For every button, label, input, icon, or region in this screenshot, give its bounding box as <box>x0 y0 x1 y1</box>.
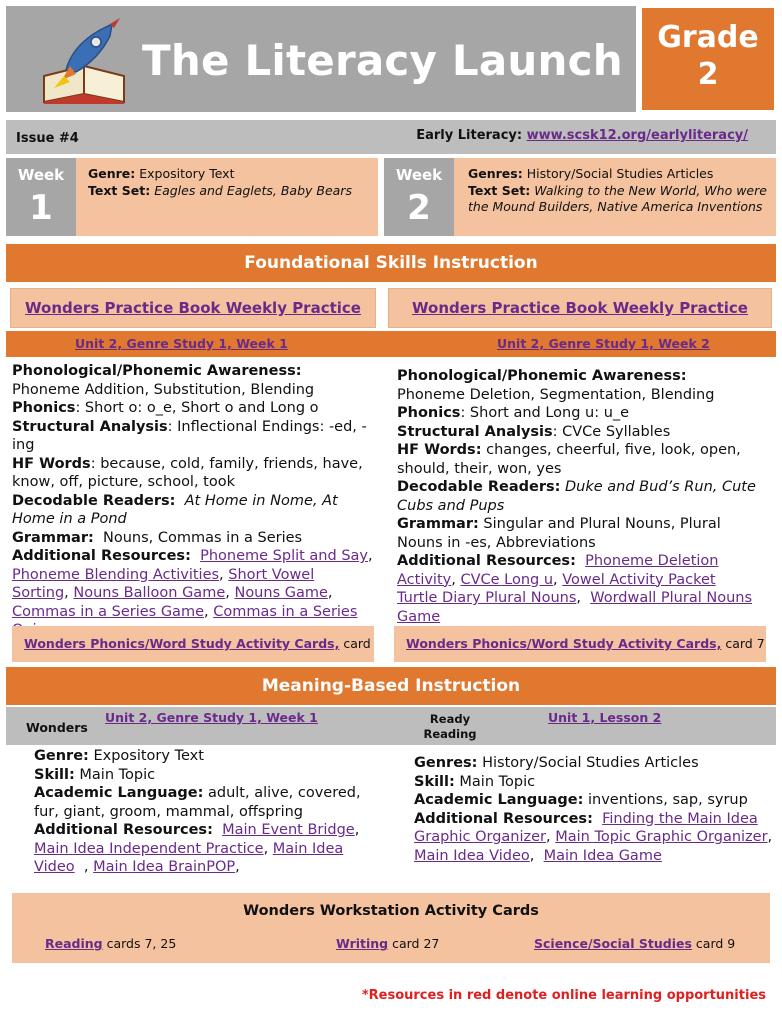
phonics-label: Phonics <box>397 405 461 421</box>
textset-value: Walking to the New World, Who were the Mound Builders, Native America Inventions <box>468 182 767 214</box>
week-1-number-box <box>6 158 76 236</box>
writing-link[interactable]: Writing <box>336 936 389 951</box>
resources-label: Additional Resources: <box>397 553 576 569</box>
meaning-week-1: Genre: Expository Text Skill: Main Topic Academic Language: adult, alive, covered, fur, giant, groom, mammal, offspring Additional Resources: Main Event Bridge, Main Idea Independent Practice, Main Idea Video , Main Idea BrainPOP, <box>34 748 361 875</box>
early-literacy <box>416 128 748 143</box>
resource-link[interactable]: Phoneme Deletion Activity <box>397 553 719 588</box>
genre-label: Genre: <box>88 166 136 181</box>
phonics-label: Phonics <box>12 400 76 416</box>
phonics-cards-week-2 <box>394 626 766 662</box>
grammar-value: Nouns, Commas in a Series <box>103 529 303 546</box>
science-cards: card 9 <box>695 936 736 951</box>
phonics-card-number: card <box>343 636 371 651</box>
sa-label: Structural Analysis <box>397 423 553 440</box>
skill-label: Skill: <box>414 773 455 790</box>
resource-link[interactable]: Vowel Activity Packet <box>562 571 716 588</box>
genre-value: History/Social Studies Articles <box>526 166 714 181</box>
hf-label: HF Words: <box>397 442 482 458</box>
academic-language-value: adult, alive, covered, fur, giant, groom, mammal, offspring <box>34 785 361 820</box>
resource-link[interactable]: CVCe Long u <box>460 571 554 588</box>
pa-value: Phoneme Addition, Substitution, Blending <box>12 381 315 398</box>
meaning-week-2: Genres: History/Social Studies Articles Skill: Main Topic Academic Language: inventions, sap, syrup Additional Resources: Finding the Main Idea Graphic Organizer, Main Topic Graphic Organizer, Main Idea Video, Main Idea Game <box>414 755 773 864</box>
sa-value: : CVCe Syllables <box>552 423 671 440</box>
resource-link[interactable]: Commas in a Series Game <box>12 603 204 620</box>
early-literacy-link[interactable]: www.scsk12.org/earlyliteracy/ <box>526 128 748 143</box>
hf-value: changes, cheerful, five, look, open, should, their, won, yes <box>397 442 741 477</box>
pa-label: Phonological/Phonemic Awareness: <box>12 363 302 379</box>
resource-link[interactable]: Finding the Main Idea Graphic Organizer <box>414 810 758 845</box>
textset-label: Text Set: <box>468 182 531 198</box>
reading-label: Reading <box>423 727 477 741</box>
meaning-unit-link-right[interactable]: Unit 1, Lesson 2 <box>548 710 662 725</box>
week-1-box <box>6 158 378 236</box>
resources-label: Additional Resources: <box>12 548 191 564</box>
practice-book-link-left[interactable]: Wonders Practice Book Weekly Practice <box>25 299 361 317</box>
ready-reading-label <box>422 712 478 742</box>
unit-link-week-2[interactable]: Unit 2, Genre Study 1, Week 2 <box>497 336 710 351</box>
foundational-week-1: Phonological/Phonemic Awareness: Phoneme Addition, Substitution, Blending Phonics: Short o: o_e, Short o and Long o Structural Analysis: Inflectional Endings: -ed, -ing HF Words: because, cold, family, friends, have, know, off, picture, school, took Decodable Readers: At Home in Nome, At Home in a Pond Grammar: Nouns, Commas in a Series Additional Resources: Phoneme Split and Say, Phoneme Blending Activities, Short Vowel Sorting, Nouns Balloon Game, Nouns Game, Commas in a Series Game, Commas in a Series <box>12 362 374 640</box>
phonics-cards-link[interactable]: Wonders Phonics/Word Study Activity Cards, <box>406 636 722 651</box>
grammar-label: Grammar: <box>12 529 94 546</box>
writing-cards: card 27 <box>392 936 440 951</box>
wonders-label: Wonders <box>26 720 88 735</box>
academic-language-label: Academic Language: <box>414 792 584 808</box>
academic-language-value: inventions, sap, syrup <box>588 792 748 808</box>
skill-value: Main Topic <box>459 773 536 790</box>
resource-link[interactable]: Main Event Bridge <box>222 822 355 838</box>
week-2-box <box>384 158 776 236</box>
week-2-number-box <box>384 158 454 236</box>
resource-link[interactable]: Short Vowel Sorting <box>12 566 315 601</box>
week-number: 1 <box>29 188 53 228</box>
genre-label: Genres: <box>414 755 478 771</box>
resource-link[interactable]: Phoneme Blending Activities <box>12 566 220 583</box>
resource-link[interactable]: Nouns Balloon Game <box>73 585 226 601</box>
resources-label: Additional Resources: <box>34 822 213 838</box>
newsletter-title: The Literacy Launch <box>142 36 623 85</box>
dr-label: Decodable Readers: <box>397 479 561 495</box>
grammar-value: Singular and Plural Nouns, Plural Nouns in -es, Abbreviations <box>397 516 721 551</box>
issue-number: Issue #4 <box>16 131 79 146</box>
grade-number: 2 <box>697 57 719 92</box>
dr-label: Decodable Readers: <box>12 492 176 509</box>
week-label: Week <box>395 166 443 184</box>
workstation-writing <box>336 936 439 951</box>
science-social-studies-link[interactable]: Science/Social Studies <box>534 936 692 951</box>
workstation-science <box>534 936 735 951</box>
reading-cards: cards 7, 25 <box>106 936 177 951</box>
foundational-week-2: Phonological/Phonemic Awareness: Phoneme Deletion, Segmentation, Blending Phonics: Short and Long u: u_e Structural Analysis: CVCe Syllables HF Words: changes, cheerful, five, look, open, should, their, won, yes Decodable Readers: Duke and Bud’s Run, Cute Cubs and Pups Grammar: Singular and Plural Nouns, Plural Nouns in -es, Abbreviations Additional Resources: Phoneme Deletion Activity, CVCe Long u, Vowel Activity Packet Turtle Diary Plural Nouns, Wordwall Plural Nouns Game <box>397 368 756 625</box>
practice-book-box-right <box>388 288 772 328</box>
resource-link[interactable]: Main Idea Independent Practice <box>34 840 264 857</box>
week-1-details <box>88 166 370 199</box>
genre-value: Expository Text <box>93 748 204 764</box>
unit-link-week-1[interactable]: Unit 2, Genre Study 1, Week 1 <box>75 336 288 351</box>
meaning-unit-link-left[interactable]: Unit 2, Genre Study 1, Week 1 <box>105 710 318 725</box>
resource-link[interactable]: Wordwall Plural Nouns Game <box>397 590 752 625</box>
early-literacy-label: Early Literacy: <box>416 128 523 143</box>
dr-value: Duke and Bud’s Run, Cute Cubs and Pups <box>397 479 756 514</box>
sa-value: : Inflectional Endings: -ed, -ing <box>12 418 367 453</box>
practice-book-link-right[interactable]: Wonders Practice Book Weekly Practice <box>412 299 748 317</box>
pa-value: Phoneme Deletion, Segmentation, Blending <box>397 386 715 403</box>
resource-link[interactable]: Main Idea Video <box>34 840 344 875</box>
genre-label: Genres: <box>468 166 523 181</box>
hf-value: : because, cold, family, friends, have, know, off, picture, school, took <box>12 455 363 490</box>
genre-label: Genre: <box>34 748 89 764</box>
skill-label: Skill: <box>34 766 75 783</box>
phonics-cards-link[interactable]: Wonders Phonics/Word Study Activity Cards, <box>24 636 340 651</box>
ready-label: Ready <box>429 712 471 726</box>
resource-link[interactable]: Phoneme Split and Say <box>200 548 368 564</box>
resource-link[interactable]: Main Idea Game <box>543 847 662 864</box>
resource-link[interactable]: Main Idea BrainPOP <box>93 859 236 875</box>
academic-language-label: Academic Language: <box>34 785 204 801</box>
grade-label: Grade <box>657 20 759 55</box>
textset-value: Eagles and Eaglets, Baby Bears <box>154 182 352 198</box>
pa-label: Phonological/Phonemic Awareness: <box>397 368 687 384</box>
phonics-value: : Short and Long u: u_e <box>460 405 630 421</box>
week-2-details <box>468 166 768 216</box>
phonics-card-number: card 7 <box>725 636 765 651</box>
genre-value: Expository Text <box>139 166 235 181</box>
phonics-cards-week-1 <box>12 626 374 662</box>
sa-label: Structural Analysis <box>12 418 168 435</box>
dr-value: At Home in Nome, At Home in a Pond <box>12 492 338 527</box>
resource-link[interactable]: Nouns Game <box>234 585 328 601</box>
resource-link[interactable]: Main Topic Graphic Organizer <box>555 829 768 845</box>
practice-book-box-left <box>10 288 376 328</box>
foundational-header: Foundational Skills Instruction <box>6 244 776 282</box>
footer-note: *Resources in red denote online learning opportunities <box>361 988 766 1003</box>
grade-badge <box>640 6 776 112</box>
skill-value: Main Topic <box>79 766 156 783</box>
phonics-value: : Short o: o_e, Short o and Long o <box>75 400 319 416</box>
workstation-reading <box>45 936 176 951</box>
resource-link[interactable]: Turtle Diary Plural Nouns <box>397 590 577 606</box>
week-number: 2 <box>407 188 431 228</box>
resources-label: Additional Resources: <box>414 810 593 827</box>
workstation-box <box>12 893 770 963</box>
resource-link[interactable]: Main Idea Video <box>414 847 530 864</box>
genre-value: History/Social Studies Articles <box>482 755 699 771</box>
hf-label: HF Words <box>12 455 91 472</box>
rocket-book-icon <box>40 14 132 104</box>
issue-bar <box>6 120 776 154</box>
resource-link[interactable]: Commas in a Series <box>213 603 358 620</box>
workstation-title: Wonders Workstation Activity Cards <box>243 903 539 919</box>
meaning-header: Meaning-Based Instruction <box>6 667 776 705</box>
week-label: Week <box>17 166 65 184</box>
grammar-label: Grammar: <box>397 516 479 532</box>
reading-link[interactable]: Reading <box>45 936 103 951</box>
textset-label: Text Set: <box>88 182 151 198</box>
